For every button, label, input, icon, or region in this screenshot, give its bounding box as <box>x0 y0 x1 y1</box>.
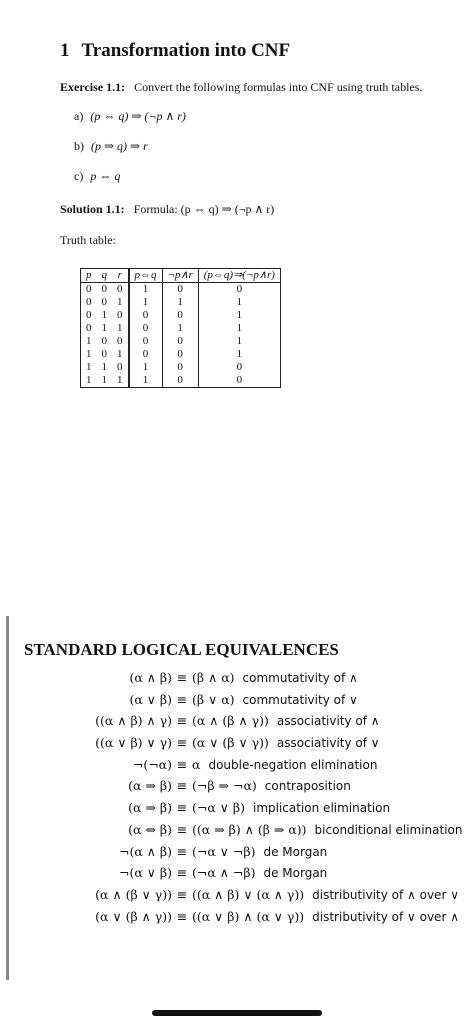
equivalence-symbol: ≡ <box>176 886 188 902</box>
equivalence-name: associativity of ∨ <box>276 736 380 751</box>
column-header: q <box>97 269 113 283</box>
equivalence-name: biconditional elimination <box>314 822 463 837</box>
equivalence-rhs: (¬α ∧ ¬β) <box>192 865 256 881</box>
table-cell: 0 <box>129 348 163 361</box>
equivalence-name: double-negation elimination <box>208 757 378 772</box>
equivalence-symbol: ≡ <box>176 800 188 816</box>
equivalence-name: de Morgan <box>263 866 328 881</box>
equivalence-name: associativity of ∧ <box>276 714 380 729</box>
table-cell: 1 <box>86 361 92 373</box>
equivalence-name: implication elimination <box>253 801 391 816</box>
table-cell: 1 <box>198 296 280 309</box>
table-row <box>81 322 281 335</box>
equivalence-row <box>24 909 469 931</box>
equivalence-name: contraposition <box>264 779 351 794</box>
equivalence-row <box>24 865 469 887</box>
equivalence-name: commutativity of ∧ <box>242 671 358 685</box>
table-cell: 0 <box>101 283 107 295</box>
table-cell: 1 <box>198 322 280 335</box>
equivalence-symbol: ≡ <box>176 756 188 772</box>
equivalences-title: STANDARD LOGICAL EQUIVALENCES <box>24 640 339 659</box>
table-row <box>81 361 281 374</box>
section-title: Transformation into CNF <box>81 40 291 61</box>
equivalences-panel <box>24 640 469 930</box>
table-cell: 0 <box>86 283 92 295</box>
exercise-item-a <box>74 109 450 124</box>
table-cell: 0 <box>198 361 280 374</box>
exercise-item-b <box>74 139 450 154</box>
item-tag: c) <box>74 169 84 183</box>
equivalence-rhs: (β ∧ α) <box>192 670 235 685</box>
equivalence-name: commutativity of ∨ <box>242 692 358 707</box>
equivalence-symbol: ≡ <box>176 821 188 837</box>
equivalence-lhs: ((α ∧ β) ∧ γ) <box>95 713 172 729</box>
table-cell: 0 <box>162 335 198 348</box>
table-cell: 0 <box>129 322 163 335</box>
equivalence-symbol: ≡ <box>176 691 188 707</box>
equivalence-row <box>24 822 469 844</box>
equivalence-rhs: ((α ∧ β) ∨ (α ∧ γ)) <box>192 886 305 902</box>
equivalences-list <box>24 670 469 930</box>
item-tag: b) <box>74 139 84 153</box>
equivalence-row <box>24 887 469 909</box>
exercise-label: Exercise 1.1: <box>60 80 126 94</box>
table-row <box>81 348 281 361</box>
equivalence-symbol: ≡ <box>176 778 188 794</box>
table-cell: 1 <box>162 296 198 309</box>
column-header: r <box>112 269 129 283</box>
equivalence-name: de Morgan <box>263 844 328 859</box>
table-cell: 1 <box>117 374 123 386</box>
item-formula: p ⇔ q <box>90 169 121 183</box>
equivalence-rhs: (β ∨ α) <box>192 691 235 707</box>
equivalence-symbol: ≡ <box>176 865 188 881</box>
equivalence-rhs: (α ∨ (β ∨ γ)) <box>192 735 269 751</box>
equivalence-lhs: (α ⇒ β) <box>128 778 172 794</box>
margin-bar <box>6 616 9 980</box>
equivalence-lhs: (α ∧ β) <box>129 670 172 685</box>
exercise-statement <box>60 80 450 95</box>
table-cell: 1 <box>129 283 163 297</box>
truth-table-label: Truth table: <box>60 233 116 247</box>
equivalence-lhs: (α ∨ (β ∧ γ)) <box>95 908 172 924</box>
table-cell: 0 <box>162 374 198 388</box>
equivalence-symbol: ≡ <box>176 843 188 859</box>
equivalence-row <box>24 735 469 757</box>
equivalence-rhs: ((α ∨ β) ∧ (α ∨ γ)) <box>192 908 305 924</box>
table-cell: 1 <box>129 361 163 374</box>
equivalence-row <box>24 844 469 866</box>
table-cell: 1 <box>86 348 92 360</box>
exercise-item-c <box>74 169 450 184</box>
equivalence-lhs: (α ∧ (β ∨ γ)) <box>95 886 172 902</box>
truth-table-header-row <box>81 269 281 283</box>
section-number: 1 <box>60 40 70 61</box>
table-cell: 0 <box>129 335 163 348</box>
table-cell: 0 <box>86 322 92 334</box>
home-indicator[interactable] <box>152 1010 322 1016</box>
solution-text: Formula: (p ⇔ q) ⇒ (¬p ∧ r) <box>133 202 275 216</box>
equivalence-name: distributivity of ∨ over ∧ <box>312 909 459 924</box>
table-cell: 1 <box>162 322 198 335</box>
equivalence-lhs: ¬(α ∧ β) <box>119 843 172 859</box>
table-cell: 1 <box>198 309 280 322</box>
table-cell: 0 <box>86 296 92 308</box>
table-cell: 1 <box>117 322 123 334</box>
equivalence-lhs: ¬(α ∨ β) <box>119 865 172 881</box>
equivalence-symbol: ≡ <box>176 735 188 751</box>
table-cell: 0 <box>86 309 92 321</box>
section-heading <box>60 40 450 62</box>
table-cell: 1 <box>117 348 123 360</box>
document-page <box>60 40 450 388</box>
equivalence-rhs: (¬β ⇒ ¬α) <box>192 778 257 794</box>
table-cell: 1 <box>101 322 107 334</box>
table-cell: 1 <box>101 361 107 373</box>
table-cell: 1 <box>198 335 280 348</box>
table-row <box>81 296 281 309</box>
equivalence-row <box>24 800 469 822</box>
item-formula: (p ⇒ q) ⇒ r <box>91 139 148 153</box>
equivalence-rhs: (α ∧ (β ∧ γ)) <box>192 713 269 729</box>
equivalence-lhs: (α ⇔ β) <box>128 821 172 837</box>
equivalence-row <box>24 670 469 692</box>
table-cell: 0 <box>117 309 123 321</box>
table-row <box>81 283 281 297</box>
item-tag: a) <box>74 109 84 123</box>
equivalence-rhs: (¬α ∨ ¬β) <box>192 843 256 859</box>
column-header: p⇔q <box>129 269 163 283</box>
equivalence-name: distributivity of ∧ over ∨ <box>312 887 459 902</box>
table-cell: 1 <box>101 374 107 386</box>
equivalence-symbol: ≡ <box>176 713 188 729</box>
table-cell: 1 <box>198 348 280 361</box>
table-cell: 0 <box>198 374 280 388</box>
item-formula: (p ⇔ q) ⇒ (¬p ∧ r) <box>90 109 186 123</box>
equivalence-rhs: α <box>192 756 201 772</box>
equivalence-lhs: (α ⇒ β) <box>128 800 172 816</box>
equivalence-lhs: ¬(¬α) <box>132 756 172 772</box>
table-cell: 0 <box>117 361 123 373</box>
table-row <box>81 374 281 388</box>
equivalence-rhs: (¬α ∨ β) <box>192 800 245 816</box>
table-cell: 0 <box>162 283 198 297</box>
column-header: (p⇔q)⇒(¬p∧r) <box>198 269 280 283</box>
column-header: ¬p∧r <box>162 269 198 283</box>
table-cell: 0 <box>101 335 107 347</box>
table-cell: 0 <box>162 361 198 374</box>
solution-statement <box>60 202 450 217</box>
equivalence-rhs: ((α ⇒ β) ∧ (β ⇒ α)) <box>192 821 307 837</box>
exercise-text: Convert the following formulas into CNF using truth tables. <box>134 80 423 94</box>
equivalence-row <box>24 713 469 735</box>
table-cell: 0 <box>198 283 280 297</box>
table-cell: 1 <box>86 335 92 347</box>
equivalence-lhs: (α ∨ β) <box>129 691 172 707</box>
solution-label: Solution 1.1: <box>60 202 125 216</box>
equivalence-row <box>24 778 469 800</box>
table-cell: 0 <box>162 309 198 322</box>
equivalence-symbol: ≡ <box>176 908 188 924</box>
equivalence-symbol: ≡ <box>176 670 188 685</box>
truth-table <box>80 268 281 388</box>
table-cell: 0 <box>101 296 107 308</box>
table-cell: 0 <box>117 283 123 295</box>
table-row <box>81 335 281 348</box>
equivalence-row <box>24 757 469 779</box>
table-cell: 0 <box>117 335 123 347</box>
table-cell: 0 <box>129 309 163 322</box>
table-cell: 1 <box>129 296 163 309</box>
equivalence-lhs: ((α ∨ β) ∨ γ) <box>95 735 172 751</box>
table-cell: 1 <box>129 374 163 388</box>
table-cell: 0 <box>162 348 198 361</box>
column-header: p <box>81 269 97 283</box>
equivalence-row <box>24 692 469 714</box>
table-cell: 1 <box>101 309 107 321</box>
table-cell: 0 <box>101 348 107 360</box>
table-cell: 1 <box>117 296 123 308</box>
table-row <box>81 309 281 322</box>
table-cell: 1 <box>86 374 92 386</box>
